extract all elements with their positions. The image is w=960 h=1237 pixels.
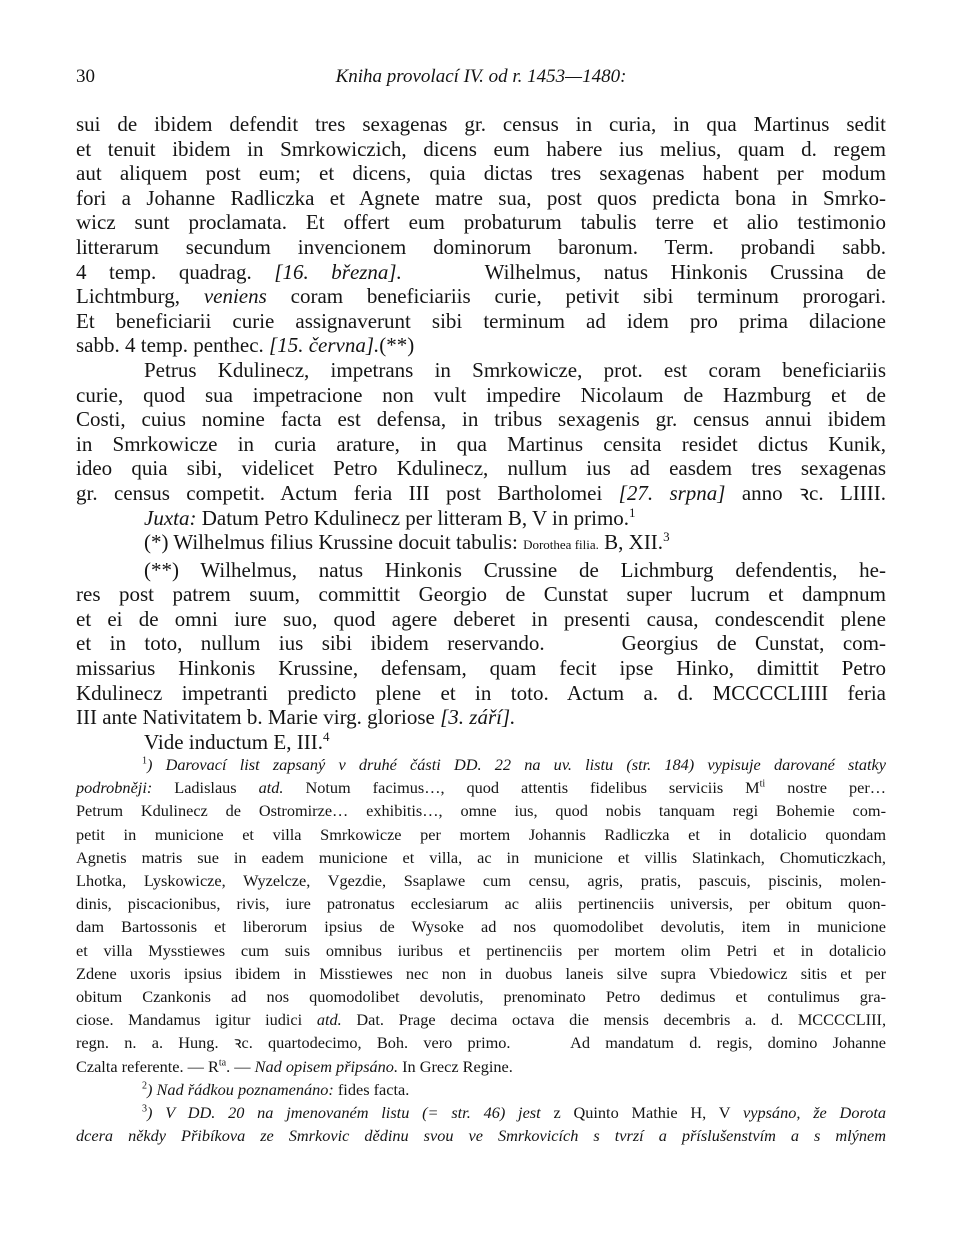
text-span: Notum facimus…, quod attentis fidelibus serviciis $M^{ti}$ [305,778,766,798]
footnote-mark: 3 [142,1103,148,1115]
italic-span: podrobněji: [76,778,153,798]
italic-span: atd. [258,778,284,798]
italic-span: ) Darovací list zapsaný v druhé části DD. 22 na uv. listu (str. 184) vypisuje darované statky [147,755,886,774]
text-span: Ad mandatum d. regis, domino Johanne [570,1033,887,1053]
footnote-line: dam Bartossonis et liberorum ipsius de Wysoke ad nos quomodolibet devolutis, item in municione [76,917,886,937]
text-line [76,506,886,531]
text-line: (**) Wilhelmus, natus Hinkonis Crussine de Lichmburg defendentis, he- [144,557,886,582]
text-span: gr. census competit. Actum feria III post Bartholomei [76,480,603,505]
text-line: et tenuit ibidem in Smrkowiczich, dicens eum habere ius melius, quam d. regem [76,136,886,161]
italic-span: vypsáno, že Dorota [743,1103,886,1123]
text-line: in Smrkowicze in curia arature, in qua Martinus censita residet dictus Kunik, [76,431,886,456]
text-line: Et beneficiarii curie assignaverunt sibi terminum ad idem pro prima dilacione [76,308,886,333]
footnote-mark: 2 [142,1080,148,1092]
text-span: fides facta. [337,1079,410,1099]
text-span: regn. n. a. Hung. ꝛc. quartodecimo, Boh. vero primo. [76,1033,511,1053]
footnote-line [76,1078,886,1101]
text-span: Lichtmburg, [76,284,181,309]
footnote-line: Zdene uxoris ipsius ibidem in Misstiewes nec non in duobus laneis silve supra Vbiedowicz sitis et per [76,963,886,983]
footnote-line [76,776,886,799]
text-line: ideo quia sibi, videlicet Petro Kdulinecz, nullum ius ad easdem tres sexagenas [76,456,886,481]
text-span: Ladislaus [174,778,237,798]
text-line: aut aliquem post eum; et dicens, quia dictas tres sexagenas habent per modum [76,161,886,186]
date-annotation: [15. června]. [269,333,380,358]
small-caption: Dorothea filia. [523,537,599,553]
footnotes [76,753,886,1147]
footnote-line: obitum Czankonis ad nos quomodolibet devolutis, prenominato Petro dedimus et contulimus gra- [76,987,886,1007]
page-header [76,66,886,90]
text-span: $^3$) V DD. 20 na jmenovaném listu (= str. 46) jest [142,1103,541,1123]
text-line: Petrus Kdulinecz, impetrans in Smrkowicze, prot. est coram beneficiariis [144,357,886,382]
text-span: B, XII. [604,530,664,555]
text-line: missarius Hinkonis Krussine, defensam, quam fecit ipse Hinko, dimittit Petro [76,656,886,681]
text-line: Costi, cuius nomine facta est defensa, in tribus sexagenis gr. census annui ibidem [76,407,886,432]
text-line: curie, quod sua impetracione non vult impedire Nicolaum de Hazmburg et de [76,382,886,407]
footnote-line: Agnetis matris sue in eadem municione et villa, ac in municione et villis Slatinkach, Chomuticzkach, [76,847,886,867]
footnote-line: Petrum Kdulinecz de Ostromirze… exhibitis…, omne ius, quod nobis tanquam regi Bohemie com- [76,801,886,821]
footnote-line [76,1008,886,1031]
text-span: In Grecz Regine. [402,1056,513,1076]
footnote-mark: 1 [142,755,148,767]
date-annotation: [3. září]. [440,705,516,730]
text-line [76,730,886,755]
italic-word: veniens [203,284,267,309]
text-line: fori a Johanne Radliczka et Agnete matre sua, post quos predicta bona in Smrko- [76,185,886,210]
text-span: Czalta referente. — $R^{ta}$. — [76,1056,251,1076]
text-span: Vide inductum E, III. [144,729,323,754]
footnote-line: Lhotka, Lyskowicze, Wyzelcze, Vgezdie, Ssaplawe cum censu, agris, pratis, pascuis, piscinis, molen- [76,871,886,891]
text-span: Dat. Prage decima octava die mensis decembris a. d. MCCCCLIII, [356,1010,887,1030]
italic-span: ) Nad řádkou poznamenáno: [147,1079,334,1099]
text-span: ciose. Mandamus igitur iudici [76,1010,303,1030]
date-annotation: [16. března]. [274,259,402,284]
text-line [76,530,886,558]
text-span: Datum Petro Kdulinecz per litteram B, V in primo. [201,505,630,530]
footnote-ref: 3 [663,529,670,545]
text-span: coram beneficiariis curie, petivit sibi terminum prorogari. [290,284,886,309]
main-text [76,112,886,754]
italic-word: Juxta: [144,505,197,530]
text-line: Kdulinecz impetranti predicto plene et in toto. Actum a. d. MCCCCLIIII feria [76,680,886,705]
text-line [76,284,886,309]
text-line [76,705,886,730]
text-span: nostre per… [787,778,887,798]
text-span: 4 temp. quadrag. [76,259,252,284]
running-title: Kniha provolací IV. od r. 1453—1480: [335,66,627,87]
text-line [76,260,886,285]
italic-span: atd. [316,1010,342,1030]
footnote-line [76,753,886,776]
text-line [76,631,886,656]
note-marker: (**) [379,333,415,358]
italic-span: Nad opisem připsáno. [254,1056,399,1076]
footnote-line [76,1055,886,1078]
footnote-line: dcera někdy Přibíkova ze Smrkovic dědinu svou ve Smrkovicích s tvrzí a příslušenstvím a s mlýnem [76,1126,886,1146]
footnote-ref: 1 [629,504,636,520]
text-span: (*) Wilhelmus filius Krussine docuit tabulis: [144,530,518,555]
text-line [76,333,886,358]
text-span: sabb. 4 temp. penthec. [76,333,264,358]
date-annotation: [27. srpna] [618,480,726,505]
footnote-line [76,1031,886,1054]
footnote-line: dinis, piscacionibus, rivis, iure patronatus ecclesiarum ac aliis pertinenciis universis, per obitum quon- [76,894,886,914]
text-span: Georgius de Cunstat, com- [621,631,887,656]
page-number: 30 [76,66,95,87]
text-line: sui de ibidem defendit tres sexagenas gr. census in curia, in qua Martinus sedit [76,112,886,136]
text-line: litterarum secundum invencionem dominorum baronum. Term. probandi sabb. [76,234,886,259]
text-line: et ei de omni iure suo, quod agere deberet in presenti causa, condescendit plene [76,606,886,631]
text-span: z Quinto Mathie H, V [553,1103,731,1123]
footnote-line [76,1101,886,1124]
text-span: III ante Nativitatem b. Marie virg. gloriose [76,705,435,730]
footnote-ref: 4 [322,728,330,744]
footnote-line: petit in municione et villa Smrkowicze per mortem Johannis Radliczka et in dotalicio quondam [76,824,886,844]
text-span: anno ꝛc. LIIII. [741,480,886,505]
text-line [76,481,886,506]
text-span: et in toto, nullum ius sibi ibidem reservando. [76,631,545,656]
text-line: wicz sunt proclamata. Et offert eum probaturum tabulis terre et alio testimonio [76,210,886,235]
text-line: res post patrem suum, committit Georgio de Cunstat super lucrum et dampnum [76,582,886,607]
footnote-line: et villa Mysstiewes cum suis omnibus iuribus et pertinenciis per mortem olim Petri et in dotalicio [76,940,886,960]
text-span: Wilhelmus, natus Hinkonis Crussina de [484,259,887,284]
